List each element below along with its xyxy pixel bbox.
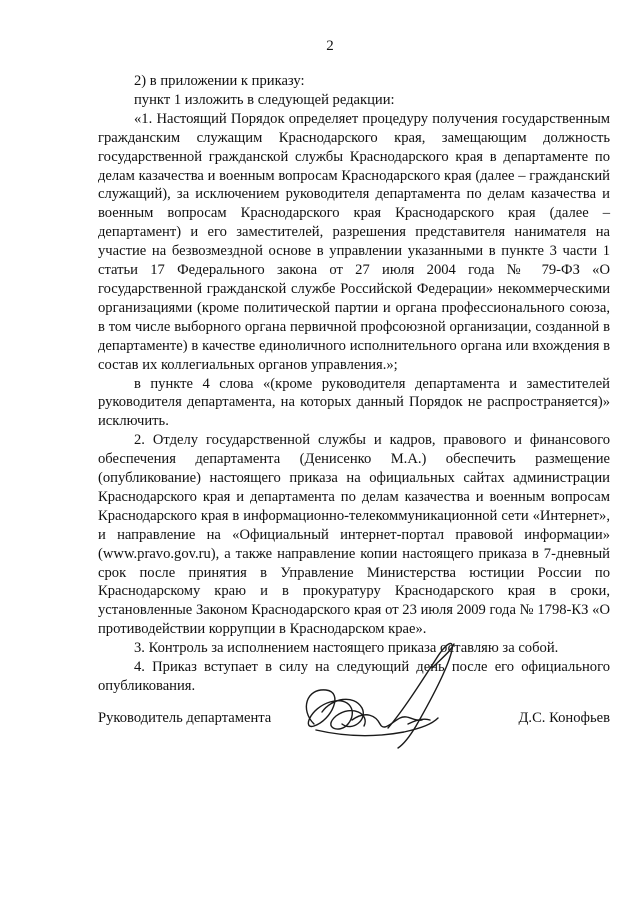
handwritten-signature	[292, 628, 472, 768]
paragraph-section-4: 4. Приказ вступает в силу на следующий день после его официального опубликования.	[98, 659, 610, 694]
signatory-position: Руководитель департамента	[98, 710, 272, 726]
page-number: 2	[326, 38, 334, 54]
signatory-name: Д.С. Конофьев	[518, 710, 610, 726]
document-body	[98, 72, 610, 696]
paragraph-point-1-intro: пункт 1 изложить в следующей редакции:	[134, 91, 395, 108]
paragraph-section-3: 3. Контроль за исполнением настоящего приказа оставляю за собой.	[134, 640, 559, 657]
paragraph-point-4: в пункте 4 слова «(кроме руководителя департамента и заместителей руководителя департамента, на которых данный Порядок не распространяется)» исключить.	[98, 375, 610, 430]
paragraph-item-2: 2) в приложении к приказу:	[134, 73, 305, 89]
paragraph-section-2: 2. Отделу государственной службы и кадров, правового и финансового обеспечения департамента (Денисенко М.А.) обеспечить размещение (опубликование) настоящего приказа на официальных сайтах администрации Краснодарского края и департамента по делам казачества и военным вопросам Краснодарского края в информационно-телекоммуникационной сети «Интернет», и направление на «Официальный интернет-портал правовой информации» (www.pravo.gov.ru), а также направление копии настоящего приказа в 7-дневный срок после принятия в Управление Министерства юстиции России по Краснодарскому краю и в прокуратуру Краснодарского края в сроки, установленные Законом Краснодарского края от 23 июля 2009 года № 1798-КЗ «О противодействии коррупции в Краснодарском крае».	[98, 432, 610, 638]
signature-block	[98, 706, 610, 734]
paragraph-point-1-text: «1. Настоящий Порядок определяет процедуру получения государственным гражданским служащим Краснодарского края, замещающим должность государственной гражданской службы Краснодарского края в департаменте по делам казачества и военным вопросам Краснодарского края (далее – гражданский служащий), за исключением руководителя департамента по делам казачества и военным вопросам Краснодарского края Краснодарского края (далее – департамент) и его заместителей, разрешения представителя нанимателя на участие на безвозмездной основе в управлении указанными в пункте 3 части 1 статьи 17 Федерального закона от 27 июля 2004 года № 79-ФЗ «О государственной гражданской службе Российской Федерации» некоммерческими организациями (кроме политической партии и органа профессионального союза, в том числе выборного органа первичной профсоюзной организации, созданной в департаменте) в качестве единоличного исполнительного органа или вхождения в состав их коллегиальных органов управления.»;	[98, 110, 610, 373]
